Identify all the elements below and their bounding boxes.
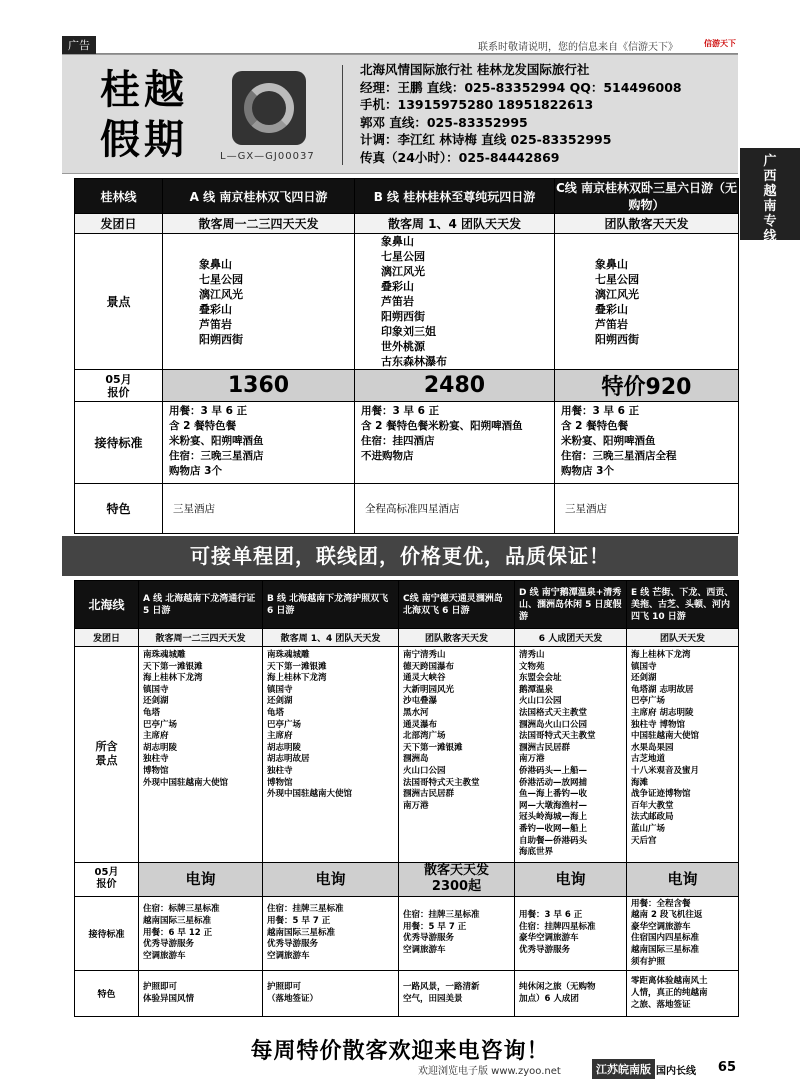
standard-cell: 用餐：3 早 6 正 住宿：挂牌四星标准 豪华空调旅游车 优秀导游服务 [515,896,627,971]
agency-header [62,54,738,174]
price-cell: 电询 [139,862,263,896]
feature-cell: 三星酒店 [163,484,355,534]
price-cell: 特价920 [555,370,739,402]
contact-line: 传真（24小时）：025-84442869 [360,149,560,165]
price-cell: 电询 [627,862,739,896]
feature-cell: 全程高标准四星酒店 [355,484,555,534]
route-title: C线 南京桂林双卧三星六日游（无购物） [555,179,739,214]
row-label: 特色 [75,484,163,534]
side-tab-char: 越 [763,184,777,199]
brand-logo: 信游天下 [704,39,736,48]
footer-slogan: 每周特价散客欢迎来电咨询！ [250,1039,550,1064]
price-cell: 电询 [263,862,399,896]
contact-line: 手机：13915975280 18951822613 [360,97,594,112]
departure-cell: 散客周一二三四天天发 [139,629,263,647]
row-label: 景点 [75,234,163,370]
standard-cell: 住宿：挂牌三星标准 用餐：5 早 7 正 优秀导游服务 空调旅游车 [399,896,515,971]
source-note: 联系时敬请说明，您的信息来自《信游天下》 [478,42,678,53]
feature-cell: 三星酒店 [555,484,739,534]
departure-row [75,214,739,234]
departure-cell: 散客周一二三四天天发 [163,214,355,234]
top-strip [62,36,738,54]
guilin-routes-table [74,178,739,534]
spots-cell: 象鼻山 七星公园 漓江风光 叠彩山 芦笛岩 阳朔西街 [163,234,355,370]
edition-badge: 江苏皖南版 [592,1059,655,1079]
spots-cell: 象鼻山 七星公园 漓江风光 叠彩山 芦笛岩 阳朔西街 印象刘三姐 世外桃源 古东森林瀑布 [355,234,555,370]
contact-line: 计调：李江红 林诗梅 直线 025-83352995 [360,132,612,147]
table-title: 北海线 [75,581,139,629]
route-title: B 线 桂林桂林至尊纯玩四日游 [355,179,555,214]
brand-title-line1: 桂越 [100,66,188,113]
feature-cell: 纯休闲之旅（无购物 加点）6 人成团 [515,971,627,1017]
spots-cell: 南宁清秀山 德天跨国瀑布 通灵大峡谷 大新明园风光 沙屯叠瀑 黑水河 通灵瀑布 北部湾广场 天下第一滩银滩 涠洲岛 火山口公园 法国哥特式天主教堂 涠洲古民居群 南万港 [399,647,515,863]
feature-cell: 零距离体验越南风土 人情，真正的纯越南 之旅、落地签证 [627,971,739,1017]
side-tab-char: 西 [763,169,777,184]
departure-cell: 团队散客天天发 [399,629,515,647]
spots-cell: 清秀山 文物苑 东盟会会址 鹅潭温泉 火山口公园 法国格式天主教堂 涠洲岛火山口公园 法国哥特式天主教堂 涠洲古民居群 南万港 侨港码头—上船— 侨港活动—放网捕 鱼—海上番钓—收 网—大墩海渔村— 冠头岭海城—海上 番钓—收网—船上 自助餐—侨港码头 海底世界 [515,647,627,863]
feature-cell: 一路风景，一路清新 空气，田园美景 [399,971,515,1017]
contact-line: 经理：王鹏 直线：025-83352994 QQ：514496008 [360,79,682,95]
route-title: A 线 南京桂林双飞四日游 [163,179,355,214]
ad-tag: 广告 [62,36,96,54]
spots-row [75,647,739,863]
contact-line: 郭邓 直线：025-83352995 [360,114,528,130]
row-label: 发团日 [75,629,139,647]
feature-cell: 护照即可 （落地签证） [263,971,399,1017]
promo-banner: 可接单程团，联线团，价格更优，品质保证！ [62,536,738,576]
page-number: 65 [717,1060,736,1075]
feature-row [75,971,739,1017]
beihai-routes-table [74,580,739,1017]
spots-cell: 南珠魂城雕 天下第一滩银滩 海上桂林下龙湾 镇国寺 还剑湖 龟塔 巴亭广场 主席府 胡志明陵 胡志明故居 独柱寺 博物馆 外现中国驻越南大使馆 [263,647,399,863]
price-cell: 电询 [515,862,627,896]
standard-cell: 用餐：3 早 6 正 含 2 餐特色餐 米粉宴、阳朔啤酒鱼 住宿：三晚三星酒店 购物店 3个 [163,402,355,484]
section-label: 国内长线 [656,1066,696,1077]
route-title: A 线 北海越南下龙湾通行证 5 日游 [139,581,263,629]
route-title: E 线 芒街、下龙、西贡、美拖、古芝、头顿、河内四飞 10 日游 [627,581,739,629]
row-label: 所含景点 [75,647,139,863]
route-title: B 线 北海越南下龙湾护照双飞 6 日游 [263,581,399,629]
departure-cell: 团队天天发 [627,629,739,647]
footer-bar [62,1058,738,1082]
route-title: C线 南宁德天通灵涠洲岛北海双飞 6 日游 [399,581,515,629]
price-cell: 2480 [355,370,555,402]
table-header-row [75,581,739,629]
license-number: L—GX—GJ00037 [220,151,315,162]
contact-line: 北海风情国际旅行社 桂林龙发国际旅行社 [360,62,590,77]
side-tab-char: 广 [763,154,777,169]
divider [342,65,343,165]
standard-row [75,402,739,484]
feature-cell: 护照即可 体验异国风情 [139,971,263,1017]
route-title: D 线 南宁鹅潭温泉+清秀山、涠洲岛休闲 5 日度假游 [515,581,627,629]
departure-cell: 散客周 1、4 团队天天发 [263,629,399,647]
departure-cell: 散客周 1、4 团队天天发 [355,214,555,234]
feature-row [75,484,739,534]
side-tab-char: 专 [763,214,777,229]
standard-cell: 用餐：3 早 6 正 含 2 餐特色餐米粉宴、阳朔啤酒鱼 住宿：挂四酒店 不进购物店 [355,402,555,484]
table-header-row [75,179,739,214]
price-cell: 1360 [163,370,355,402]
departure-cell: 团队散客天天发 [555,214,739,234]
agency-logo-icon [232,71,306,145]
brand-title-line2: 假期 [100,116,188,163]
row-label: 接待标准 [75,402,163,484]
standard-row [75,896,739,971]
table-title: 桂林线 [75,179,163,214]
row-label: 发团日 [75,214,163,234]
row-label: 接待标准 [75,896,139,971]
row-label: 05月 报价 [75,862,139,896]
price-row [75,370,739,402]
departure-cell: 6 人成团天天发 [515,629,627,647]
spots-cell: 南珠魂城雕 天下第一滩银滩 海上桂林下龙湾 镇国寺 还剑湖 龟塔 巴亭广场 主席府 胡志明陵 独柱寺 博物馆 外现中国驻越南大使馆 [139,647,263,863]
price-cell: 散客天天发 2300起 [399,862,515,896]
price-row [75,862,739,896]
standard-cell: 用餐：3 早 6 正 含 2 餐特色餐 米粉宴、阳朔啤酒鱼 住宿：三晚三星酒店全程 购物店 3个 [555,402,739,484]
standard-cell: 用餐：全程含餐 越南 2 段飞机往返 豪华空调旅游车 住宿国内四星标准 越南国际三星标准 须有护照 [627,896,739,971]
standard-cell: 住宿：挂牌三星标准 用餐：5 早 7 正 越南国际三星标准 优秀导游服务 空调旅游车 [263,896,399,971]
spots-cell: 海上桂林下龙湾 镇国寺 还剑湖 龟塔湖 志明故居 巴亭广场 主席府 胡志明陵 独柱寺 博物馆 中国驻越南大使馆 水果岛果园 古芝地道 十八米观音及蜜月 海滩 战争证迹博物馆 百年大教堂 法式邮政局 蓝山广场 天后宫 [627,647,739,863]
departure-row [75,629,739,647]
standard-cell: 住宿：标牌三星标准 越南国际三星标准 用餐：6 早 12 正 优秀导游服务 空调旅游车 [139,896,263,971]
side-tab-char: 线 [763,229,777,244]
row-label: 05月 报价 [75,370,163,402]
spots-row [75,234,739,370]
side-tab-char: 南 [763,199,777,214]
brand-title [100,65,210,165]
contact-block [360,61,682,166]
section-side-tab [740,148,800,244]
row-label: 特色 [75,971,139,1017]
spots-cell: 象鼻山 七星公园 漓江风光 叠彩山 芦笛岩 阳朔西街 [555,234,739,370]
footer-browse-link[interactable]: 欢迎浏览电子版 www.zyoo.net [418,1066,561,1077]
